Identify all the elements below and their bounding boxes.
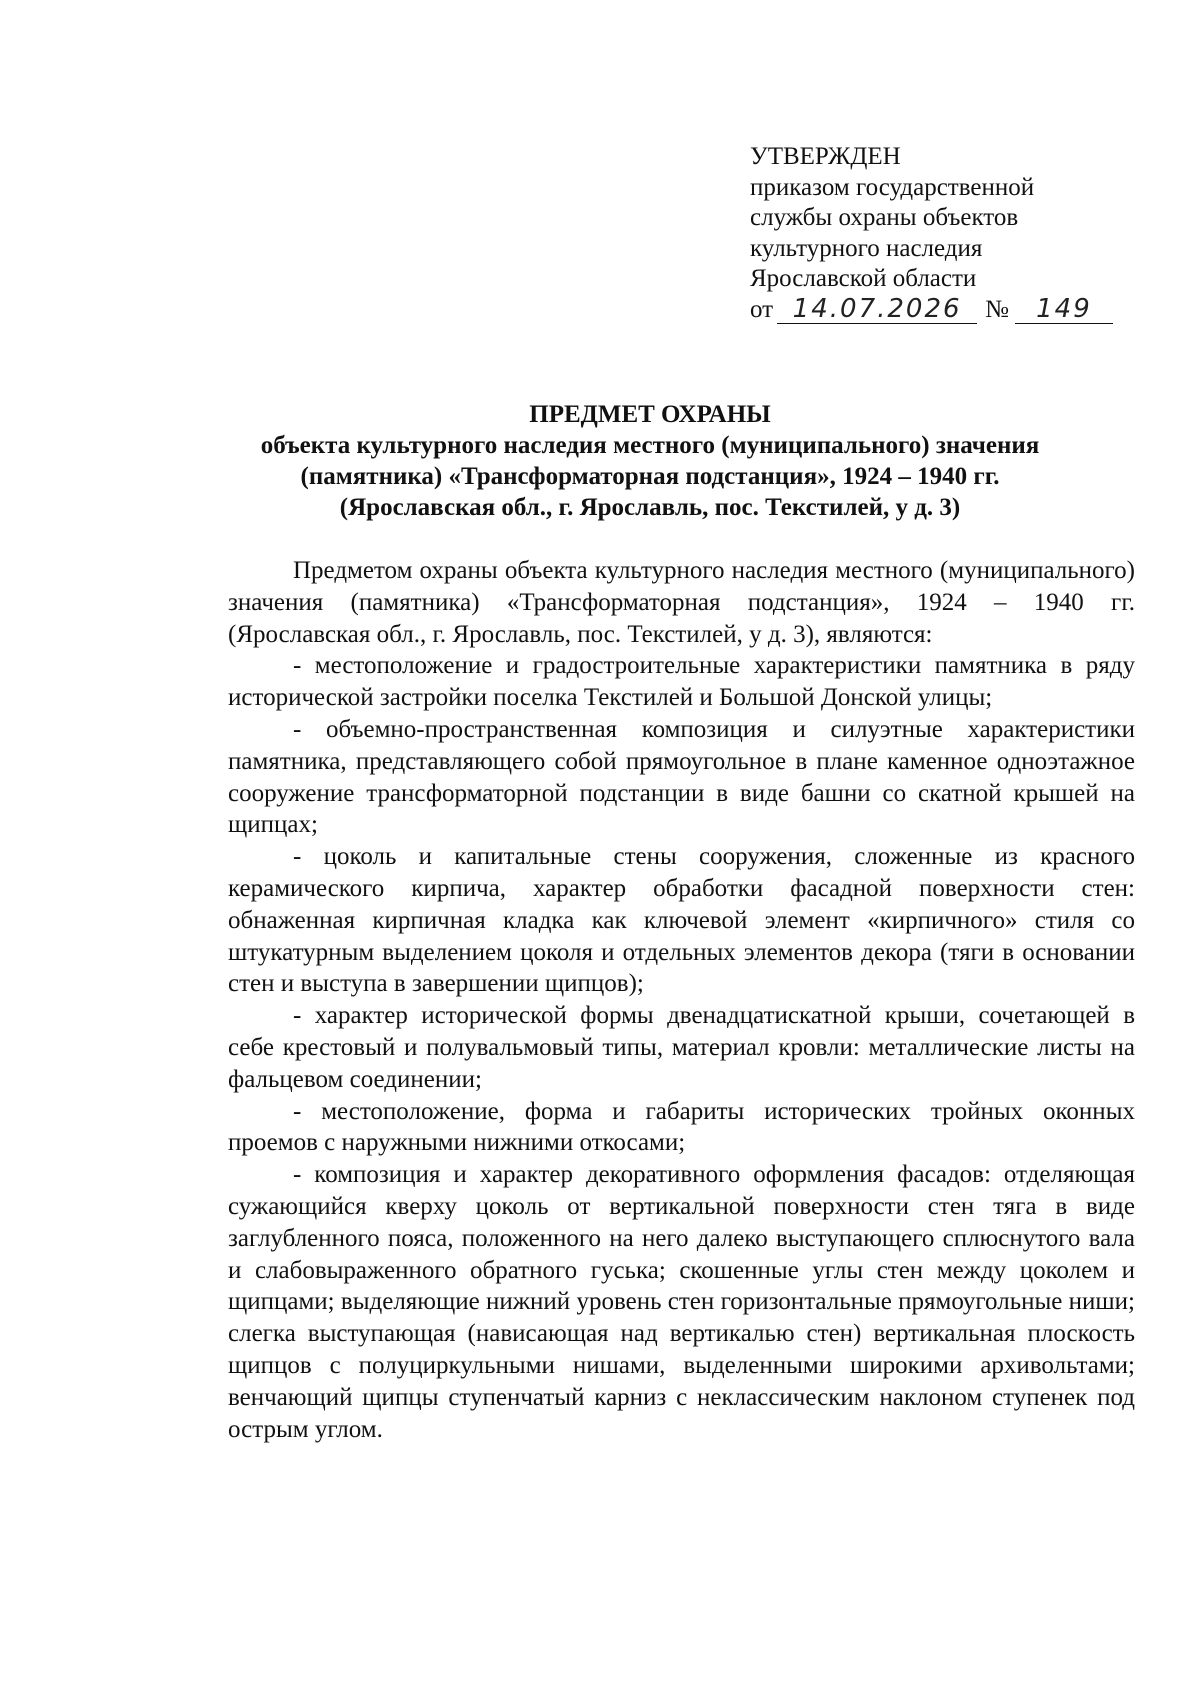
list-item: - местоположение и градостроительные характеристики памятника в ряду исторической застройки поселка Текстилей и Большой Донской улицы; bbox=[228, 652, 1135, 712]
list-item: - цоколь и капитальные стены сооружения, сложенные из красного керамического кирпича, характер обработки фасадной поверхности стен: обнаженная кирпичная кладка как ключевой элемент «кирпичного» стиля со штукатурным выделением цоколя и отдельных элементов декора (тяги в основании стен и выступа в завершении щипцов); bbox=[228, 843, 1135, 998]
order-date-number-line bbox=[750, 295, 1150, 326]
approval-heading: УТВЕРЖДЕН bbox=[750, 143, 901, 170]
list-item: - характер исторической формы двенадцатискатной крыши, сочетающей в себе крестовый и полувальмовый типы, материал кровли: металлические листы на фальцевом соединении; bbox=[228, 1002, 1135, 1093]
handwritten-order-number: 149 bbox=[1015, 295, 1113, 324]
number-sign: № bbox=[985, 295, 1009, 323]
document-body bbox=[228, 555, 1135, 1445]
title-main: ПРЕДМЕТ ОХРАНЫ bbox=[529, 401, 771, 428]
handwritten-date: 14.07.2026 bbox=[777, 295, 977, 324]
approval-line: Ярославской области bbox=[750, 265, 977, 292]
list-item: - композиция и характер декоративного оформления фасадов: отделяющая сужающийся кверху цоколь от вертикальной поверхности стен тяга в виде заглубленного пояса, положенного на него далеко выступающего сплюснутого вала и слабовыраженного обратного гуська; скошенные углы стен между цоколем и щипцами; выделяющие нижний уровень стен горизонтальные прямоугольные ниши; слегка выступающая (нависающая над вертикалью стен) вертикальная плоскость щипцов с полуциркульными нишами, выделенными широкими архивольтами; венчающий щипцы ступенчатый карниз с неклассическим наклоном ступенек под острым углом. bbox=[228, 1161, 1135, 1443]
list-item: - местоположение, форма и габариты исторических тройных оконных проемов с наружными нижними откосами; bbox=[228, 1097, 1135, 1157]
intro-paragraph: Предметом охраны объекта культурного наследия местного (муниципального) значения (памятника) «Трансформаторная подстанция», 1924 – 1940 гг. (Ярославская обл., г. Ярославль, пос. Текстилей, у д. 3), являются: bbox=[228, 557, 1135, 648]
approval-line: приказом государственной bbox=[750, 173, 1035, 201]
approval-stamp-block bbox=[750, 142, 1150, 325]
date-prefix: от bbox=[750, 295, 774, 323]
approval-line: службы охраны объектов bbox=[750, 204, 1019, 231]
list-item: - объемно-пространственная композиция и силуэтные характеристики памятника, представляющего собой прямоугольное в плане каменное одноэтажное сооружение трансформаторной подстанции в виде башни со скатной крышей на щипцах; bbox=[228, 715, 1135, 839]
title-line: (Ярославская обл., г. Ярославль, пос. Текстилей, у д. 3) bbox=[339, 494, 961, 521]
title-line: (памятника) «Трансформаторная подстанция», 1924 – 1940 гг. bbox=[300, 463, 1000, 490]
document-title bbox=[150, 399, 1150, 523]
approval-line: культурного наследия bbox=[750, 234, 983, 262]
title-line: объекта культурного наследия местного (муниципального) значения bbox=[260, 432, 1040, 459]
